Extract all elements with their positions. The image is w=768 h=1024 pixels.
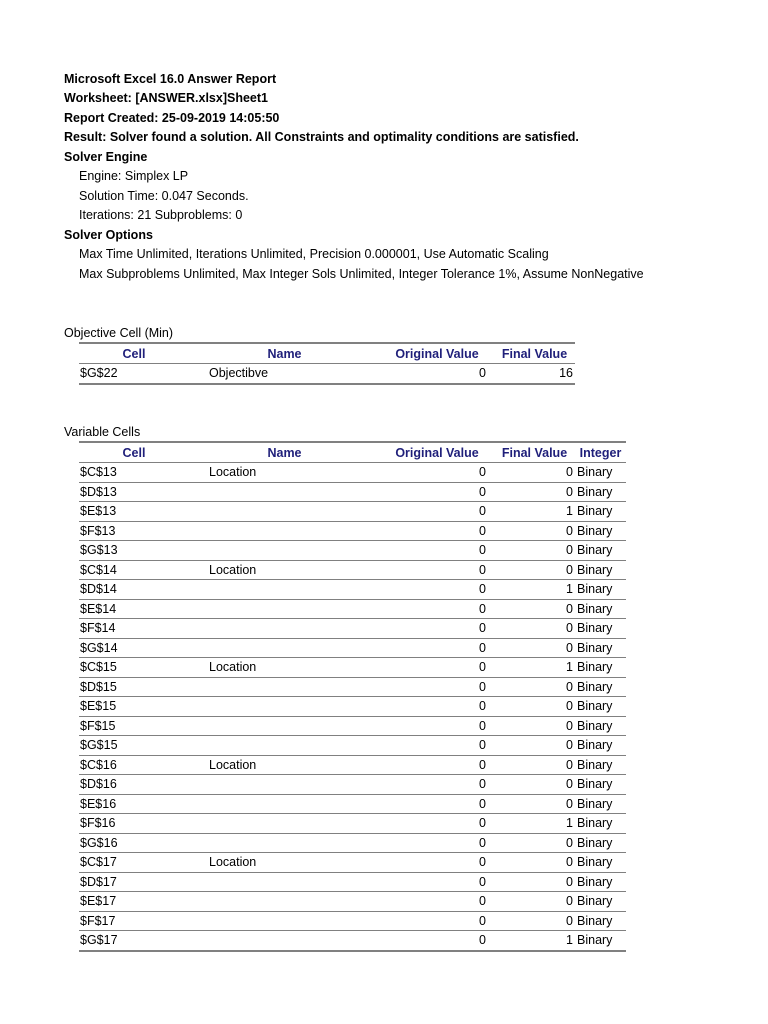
original-value: 0 <box>380 892 494 912</box>
cell-ref: $C$17 <box>79 853 189 873</box>
cell-name <box>189 775 380 795</box>
integer-type: Binary <box>575 482 626 502</box>
original-value: 0 <box>380 521 494 541</box>
cell-name <box>189 521 380 541</box>
final-value: 1 <box>494 814 575 834</box>
cell-name <box>189 677 380 697</box>
table-row <box>79 541 626 561</box>
final-value: 0 <box>494 521 575 541</box>
cell-name <box>189 794 380 814</box>
cell-ref: $D$17 <box>79 872 189 892</box>
original-value: 0 <box>380 853 494 873</box>
original-value: 0 <box>380 697 494 717</box>
options-line-2: Max Subproblems Unlimited, Max Integer Sols Unlimited, Integer Tolerance 1%, Assume NonNegative <box>79 267 644 281</box>
cell-ref: $G$15 <box>79 736 189 756</box>
original-value: 0 <box>380 638 494 658</box>
final-value: 0 <box>494 794 575 814</box>
integer-type: Binary <box>575 911 626 931</box>
col-header-cell: Cell <box>79 442 189 463</box>
integer-type: Binary <box>575 638 626 658</box>
cell-ref: $E$14 <box>79 599 189 619</box>
table-row <box>79 521 626 541</box>
cell-name <box>189 872 380 892</box>
final-value: 1 <box>494 658 575 678</box>
cell-ref: $D$16 <box>79 775 189 795</box>
cell-ref: $F$17 <box>79 911 189 931</box>
col-header-original: Original Value <box>380 343 494 364</box>
final-value: 0 <box>494 697 575 717</box>
table-row <box>79 872 626 892</box>
table-row <box>79 736 626 756</box>
cell-name <box>189 599 380 619</box>
cell-ref: $G$17 <box>79 931 189 951</box>
original-value: 0 <box>380 814 494 834</box>
cell-ref: $D$13 <box>79 482 189 502</box>
integer-type: Binary <box>575 892 626 912</box>
final-value: 0 <box>494 755 575 775</box>
cell-name: Location <box>189 853 380 873</box>
col-header-final: Final Value <box>494 442 575 463</box>
integer-type: Binary <box>575 580 626 600</box>
final-value: 0 <box>494 911 575 931</box>
table-row <box>79 931 626 951</box>
original-value: 0 <box>380 775 494 795</box>
integer-type: Binary <box>575 814 626 834</box>
final-value: 0 <box>494 638 575 658</box>
final-value: 0 <box>494 482 575 502</box>
cell-name <box>189 814 380 834</box>
table-row <box>79 775 626 795</box>
integer-type: Binary <box>575 853 626 873</box>
cell-name: Location <box>189 755 380 775</box>
cell-name <box>189 580 380 600</box>
original-value: 0 <box>380 619 494 639</box>
original-value: 0 <box>380 560 494 580</box>
table-row <box>79 463 626 483</box>
integer-type: Binary <box>575 736 626 756</box>
cell-ref: $F$13 <box>79 521 189 541</box>
integer-type: Binary <box>575 755 626 775</box>
cell-ref: $G$14 <box>79 638 189 658</box>
cell-ref: $G$13 <box>79 541 189 561</box>
original-value: 0 <box>380 833 494 853</box>
table-row <box>79 814 626 834</box>
final-value: 0 <box>494 541 575 561</box>
original-value: 0 <box>380 580 494 600</box>
integer-type: Binary <box>575 541 626 561</box>
final-value: 0 <box>494 560 575 580</box>
cell-ref: $C$14 <box>79 560 189 580</box>
cell-name <box>189 736 380 756</box>
variables-section-title: Variable Cells <box>64 425 141 439</box>
integer-type: Binary <box>575 775 626 795</box>
cell-ref: $F$16 <box>79 814 189 834</box>
original-value: 0 <box>380 502 494 522</box>
cell-name: Objectibve <box>189 364 380 384</box>
original-value: 0 <box>380 716 494 736</box>
engine-line: Engine: Simplex LP <box>79 169 189 183</box>
table-row <box>79 677 626 697</box>
col-header-cell: Cell <box>79 343 189 364</box>
report-title: Microsoft Excel 16.0 Answer Report <box>64 72 277 86</box>
table-row <box>79 599 626 619</box>
original-value: 0 <box>380 931 494 951</box>
table-row <box>79 892 626 912</box>
integer-type: Binary <box>575 502 626 522</box>
integer-type: Binary <box>575 521 626 541</box>
worksheet-label: Worksheet: [ANSWER.xlsx]Sheet1 <box>64 91 268 105</box>
original-value: 0 <box>380 658 494 678</box>
table-row <box>79 716 626 736</box>
original-value: 0 <box>380 677 494 697</box>
cell-name <box>189 931 380 951</box>
cell-name <box>189 911 380 931</box>
original-value: 0 <box>380 794 494 814</box>
original-value: 0 <box>380 482 494 502</box>
original-value: 0 <box>380 736 494 756</box>
final-value: 0 <box>494 833 575 853</box>
cell-ref: $G$16 <box>79 833 189 853</box>
cell-name <box>189 502 380 522</box>
final-value: 1 <box>494 502 575 522</box>
table-row <box>79 482 626 502</box>
cell-ref: $C$13 <box>79 463 189 483</box>
final-value: 1 <box>494 931 575 951</box>
final-value: 0 <box>494 775 575 795</box>
cell-name <box>189 716 380 736</box>
integer-type: Binary <box>575 463 626 483</box>
table-row <box>79 638 626 658</box>
cell-ref: $F$15 <box>79 716 189 736</box>
result-line: Result: Solver found a solution. All Constraints and optimality conditions are satisfied. <box>64 130 579 144</box>
cell-ref: $D$14 <box>79 580 189 600</box>
report-created: Report Created: 25-09-2019 14:05:50 <box>64 111 280 125</box>
integer-type: Binary <box>575 931 626 951</box>
cell-name <box>189 482 380 502</box>
iterations-line: Iterations: 21 Subproblems: 0 <box>79 208 243 222</box>
col-header-integer: Integer <box>575 442 626 463</box>
final-value: 0 <box>494 872 575 892</box>
cell-name: Location <box>189 463 380 483</box>
cell-ref: $G$22 <box>79 364 189 384</box>
cell-ref: $E$16 <box>79 794 189 814</box>
cell-ref: $E$17 <box>79 892 189 912</box>
final-value: 0 <box>494 463 575 483</box>
integer-type: Binary <box>575 658 626 678</box>
integer-type: Binary <box>575 619 626 639</box>
final-value: 0 <box>494 599 575 619</box>
integer-type: Binary <box>575 677 626 697</box>
original-value: 0 <box>380 541 494 561</box>
original-value: 0 <box>380 911 494 931</box>
cell-name: Location <box>189 560 380 580</box>
solver-options-heading: Solver Options <box>64 228 153 242</box>
final-value: 0 <box>494 853 575 873</box>
cell-ref: $C$16 <box>79 755 189 775</box>
cell-name <box>189 638 380 658</box>
cell-name <box>189 697 380 717</box>
original-value: 0 <box>380 872 494 892</box>
options-line-1: Max Time Unlimited, Iterations Unlimited, Precision 0.000001, Use Automatic Scaling <box>79 247 549 261</box>
final-value: 1 <box>494 580 575 600</box>
table-row <box>79 580 626 600</box>
table-row <box>79 833 626 853</box>
final-value: 0 <box>494 716 575 736</box>
table-row <box>79 697 626 717</box>
integer-type: Binary <box>575 833 626 853</box>
table-row <box>79 364 575 384</box>
solver-engine-heading: Solver Engine <box>64 150 148 164</box>
cell-ref: $F$14 <box>79 619 189 639</box>
cell-name <box>189 619 380 639</box>
cell-ref: $E$13 <box>79 502 189 522</box>
integer-type: Binary <box>575 599 626 619</box>
final-value: 16 <box>494 364 575 384</box>
solution-time-line: Solution Time: 0.047 Seconds. <box>79 189 249 203</box>
table-row <box>79 911 626 931</box>
cell-name: Location <box>189 658 380 678</box>
integer-type: Binary <box>575 716 626 736</box>
cell-name <box>189 833 380 853</box>
cell-ref: $E$15 <box>79 697 189 717</box>
col-header-name: Name <box>189 442 380 463</box>
integer-type: Binary <box>575 794 626 814</box>
original-value: 0 <box>380 755 494 775</box>
objective-section-title: Objective Cell (Min) <box>64 326 174 340</box>
col-header-final: Final Value <box>494 343 575 364</box>
original-value: 0 <box>380 599 494 619</box>
cell-name <box>189 892 380 912</box>
cell-ref: $D$15 <box>79 677 189 697</box>
objective-table <box>79 342 575 385</box>
table-row <box>79 658 626 678</box>
cell-ref: $C$15 <box>79 658 189 678</box>
final-value: 0 <box>494 677 575 697</box>
integer-type: Binary <box>575 872 626 892</box>
table-row <box>79 755 626 775</box>
variables-table <box>79 441 626 952</box>
final-value: 0 <box>494 736 575 756</box>
integer-type: Binary <box>575 697 626 717</box>
original-value: 0 <box>380 463 494 483</box>
table-row <box>79 502 626 522</box>
col-header-original: Original Value <box>380 442 494 463</box>
cell-name <box>189 541 380 561</box>
integer-type: Binary <box>575 560 626 580</box>
final-value: 0 <box>494 619 575 639</box>
original-value: 0 <box>380 364 494 384</box>
table-row <box>79 560 626 580</box>
table-row <box>79 794 626 814</box>
col-header-name: Name <box>189 343 380 364</box>
final-value: 0 <box>494 892 575 912</box>
table-row <box>79 619 626 639</box>
table-row <box>79 853 626 873</box>
